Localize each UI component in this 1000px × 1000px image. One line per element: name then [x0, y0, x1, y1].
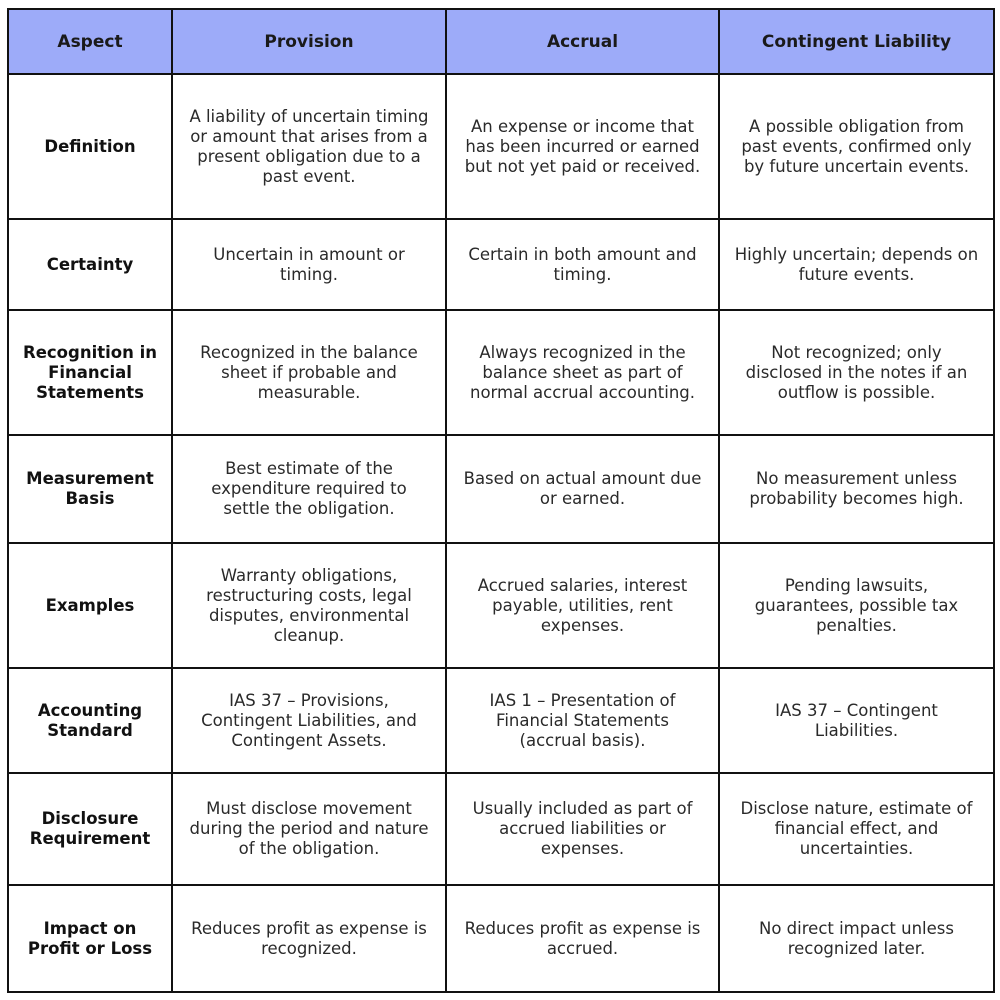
table-row	[8, 773, 994, 885]
table-row	[8, 885, 994, 992]
contingent-cell: IAS 37 – Contingent Liabilities.	[719, 668, 994, 773]
aspect-cell: Measurement Basis	[8, 435, 172, 543]
aspect-cell: Disclosure Requirement	[8, 773, 172, 885]
accrual-cell: Accrued salaries, interest payable, utilities, rent expenses.	[446, 543, 719, 668]
aspect-cell: Recognition in Financial Statements	[8, 310, 172, 435]
provision-cell: Best estimate of the expenditure required to settle the obligation.	[172, 435, 446, 543]
provision-cell: Recognized in the balance sheet if probable and measurable.	[172, 310, 446, 435]
aspect-cell: Examples	[8, 543, 172, 668]
accrual-cell: Certain in both amount and timing.	[446, 219, 719, 310]
table-row	[8, 74, 994, 219]
header-provision: Provision	[172, 9, 446, 74]
contingent-cell: Highly uncertain; depends on future events.	[719, 219, 994, 310]
provision-cell: Warranty obligations, restructuring costs, legal disputes, environmental cleanup.	[172, 543, 446, 668]
aspect-cell: Definition	[8, 74, 172, 219]
accrual-cell: An expense or income that has been incurred or earned but not yet paid or received.	[446, 74, 719, 219]
provision-cell: Must disclose movement during the period and nature of the obligation.	[172, 773, 446, 885]
header-aspect: Aspect	[8, 9, 172, 74]
contingent-cell: No measurement unless probability becomes high.	[719, 435, 994, 543]
table-row	[8, 219, 994, 310]
contingent-cell: Pending lawsuits, guarantees, possible tax penalties.	[719, 543, 994, 668]
table-row	[8, 668, 994, 773]
contingent-cell: Disclose nature, estimate of financial effect, and uncertainties.	[719, 773, 994, 885]
table-row	[8, 543, 994, 668]
accrual-cell: Based on actual amount due or earned.	[446, 435, 719, 543]
table-row	[8, 435, 994, 543]
header-accrual: Accrual	[446, 9, 719, 74]
table-row	[8, 310, 994, 435]
provision-cell: Reduces profit as expense is recognized.	[172, 885, 446, 992]
header-contingent-liability: Contingent Liability	[719, 9, 994, 74]
contingent-cell: Not recognized; only disclosed in the notes if an outflow is possible.	[719, 310, 994, 435]
comparison-table	[7, 8, 995, 993]
accrual-cell: Always recognized in the balance sheet as part of normal accrual accounting.	[446, 310, 719, 435]
contingent-cell: No direct impact unless recognized later.	[719, 885, 994, 992]
contingent-cell: A possible obligation from past events, confirmed only by future uncertain events.	[719, 74, 994, 219]
provision-cell: IAS 37 – Provisions, Contingent Liabilities, and Contingent Assets.	[172, 668, 446, 773]
aspect-cell: Accounting Standard	[8, 668, 172, 773]
accrual-cell: IAS 1 – Presentation of Financial Statements (accrual basis).	[446, 668, 719, 773]
provision-cell: A liability of uncertain timing or amount that arises from a present obligation due to a past event.	[172, 74, 446, 219]
accrual-cell: Reduces profit as expense is accrued.	[446, 885, 719, 992]
aspect-cell: Impact on Profit or Loss	[8, 885, 172, 992]
accrual-cell: Usually included as part of accrued liabilities or expenses.	[446, 773, 719, 885]
provision-cell: Uncertain in amount or timing.	[172, 219, 446, 310]
aspect-cell: Certainty	[8, 219, 172, 310]
header-row	[8, 9, 994, 74]
